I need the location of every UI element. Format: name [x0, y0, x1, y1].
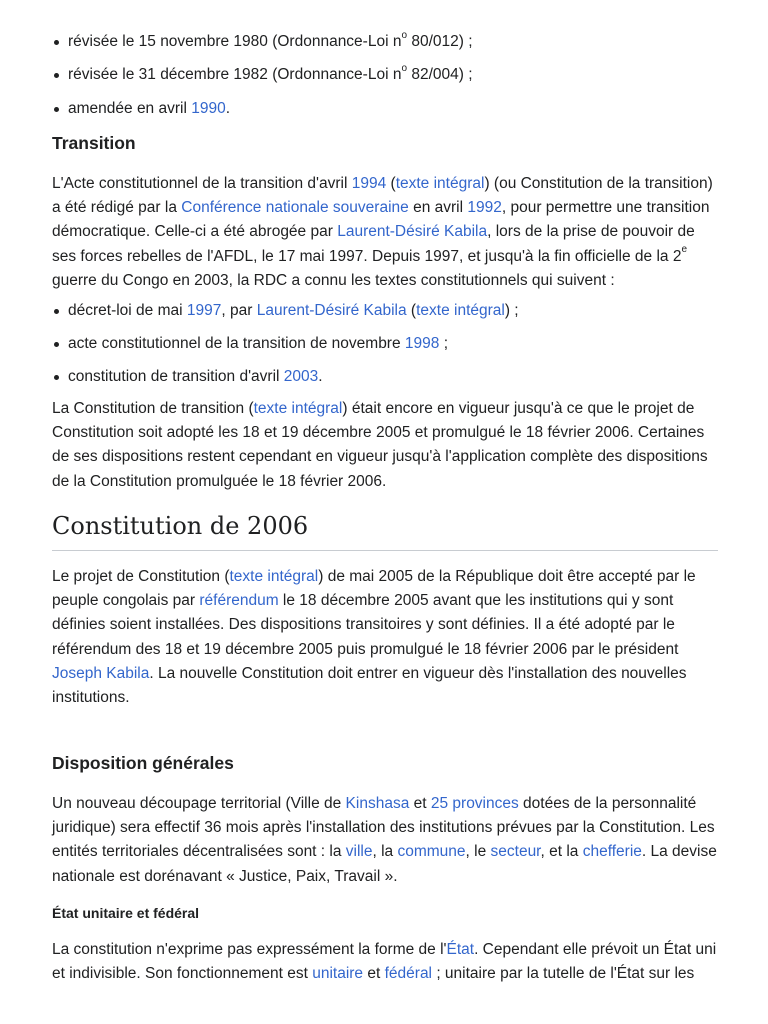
list-item-text: .	[225, 100, 231, 117]
text: , et la	[540, 843, 583, 861]
link-1997[interactable]: 1997	[186, 302, 222, 319]
text: Un nouveau découpage territorial (Ville de	[52, 795, 346, 812]
link-texte-integral[interactable]: texte intégral	[395, 175, 485, 192]
text: La constitution n'exprime pas expressément la forme de l'	[52, 941, 447, 958]
list-item-text: 80/012) ;	[407, 33, 473, 50]
link-texte-integral[interactable]: texte intégral	[229, 568, 319, 585]
link-1998[interactable]: 1998	[404, 335, 440, 352]
text: décret-loi de mai	[68, 302, 187, 319]
link-joseph-kabila[interactable]: Joseph Kabila	[52, 664, 150, 682]
text: . Cependant elle prévoit un État uni et indivisible. Son fonctionnement est	[52, 941, 717, 983]
heading-transition: Transition	[52, 133, 136, 153]
text: Le projet de Constitution (	[52, 568, 230, 585]
link-kinshasa[interactable]: Kinshasa	[345, 795, 410, 812]
text: . La nouvelle Constitution doit entrer en vigueur dès l'installation des nouvelles institutions.	[52, 664, 687, 707]
superscript: o	[401, 29, 408, 41]
text: .	[318, 368, 323, 385]
text: ) était encore en vigueur jusqu'à ce que le projet de Constitution soit adopté les 18 et 19 décembre 2005 et promulgué le 18 février 2006. Certaines de ses dispositions restent cependant en vigueur jusqu'à l'application complète des dispositions de la Constitution promulguée le 18 février 2006.	[52, 400, 708, 490]
text: , par	[221, 302, 257, 319]
text: ) de mai 2005 de la République doit être accepté par le peuple congolais par	[52, 568, 696, 610]
link-2003[interactable]: 2003	[283, 368, 319, 385]
link-secteur[interactable]: secteur	[490, 843, 541, 861]
text: ;	[439, 335, 449, 352]
link-commune[interactable]: commune	[397, 843, 466, 861]
link-laurent-desire-kabila[interactable]: Laurent-Désiré Kabila	[337, 223, 488, 241]
link-texte-integral[interactable]: texte intégral	[416, 302, 505, 319]
heading-constitution-2006: Constitution de 2006	[52, 510, 718, 551]
text: et	[409, 795, 431, 812]
link-ville[interactable]: ville	[345, 843, 373, 861]
text: en avril	[408, 199, 468, 217]
list-item	[52, 300, 718, 322]
text: , la	[372, 843, 398, 861]
superscript: o	[401, 62, 408, 74]
text: (	[386, 175, 396, 192]
list-item-text: 82/004) ;	[407, 66, 473, 83]
link-referendum[interactable]: référendum	[199, 592, 279, 610]
text: constitution de transition d'avril	[68, 368, 284, 385]
constitution-2006-paragraph	[52, 565, 718, 710]
link-etat[interactable]: État	[446, 941, 475, 958]
list-item-text: révisée le 15 novembre 1980 (Ordonnance-Loi n	[68, 33, 402, 50]
transition-paragraph-2	[52, 397, 718, 494]
list-item-text: révisée le 31 décembre 1982 (Ordonnance-Loi n	[68, 66, 402, 83]
etat-paragraph	[52, 938, 718, 986]
link-1994[interactable]: 1994	[351, 175, 387, 192]
link-chefferie[interactable]: chefferie	[582, 843, 642, 861]
heading-dispositions-generales: Disposition générales	[52, 753, 234, 773]
text: ) ;	[504, 302, 519, 319]
text: le 18 décembre 2005 avant que les institutions qui y sont définies soient installées. Des dispositions transitoires y sont définies. Il a été adopté par le référendum des 18 et 19 décembre 2005 puis promulgué le 18 février 2006 par le président	[52, 592, 679, 658]
text: La Constitution de transition (	[52, 400, 254, 417]
list-item	[52, 366, 718, 388]
link-conference-nationale-souveraine[interactable]: Conférence nationale souveraine	[181, 199, 409, 217]
text: ; unitaire par la tutelle de l'État sur les	[432, 965, 695, 983]
text: , lors de la prise de pouvoir de ses forces rebelles de l'AFDL, le 17 mai 1997. Depuis 1997, et jusqu'à la fin officielle de la 2	[52, 223, 695, 265]
amendments-list	[52, 31, 718, 120]
link-unitaire[interactable]: unitaire	[312, 965, 364, 983]
superscript: e	[681, 244, 688, 256]
text: et	[363, 965, 385, 983]
text: (	[406, 302, 417, 319]
link-federal[interactable]: fédéral	[384, 965, 433, 983]
list-item-text: amendée en avril	[68, 100, 192, 117]
link-25-provinces[interactable]: 25 provinces	[430, 795, 519, 812]
text: dotées de la personnalité juridique) sera effectif 36 mois après l'installation des institutions prévues par la Constitution. Les entités territoriales décentralisées sont : la	[52, 795, 715, 861]
heading-etat-unitaire-federal: État unitaire et fédéral	[52, 905, 200, 921]
text: ) (ou Constitution de la transition) a été rédigé par la	[52, 175, 713, 217]
text: , pour permettre une transition démocratique. Celle-ci a été abrogée par	[52, 199, 710, 241]
text: acte constitutionnel de la transition de novembre	[68, 335, 405, 352]
link-1992[interactable]: 1992	[467, 199, 502, 217]
list-item	[52, 98, 718, 120]
link-laurent-desire-kabila[interactable]: Laurent-Désiré Kabila	[256, 302, 407, 319]
dispositions-paragraph	[52, 792, 718, 889]
list-item	[52, 31, 718, 53]
text: . La devise nationale est dorénavant « Justice, Paix, Travail ».	[52, 843, 717, 885]
text: guerre du Congo en 2003, la RDC a connu les textes constitutionnels qui suivent :	[52, 271, 615, 289]
transition-paragraph-1	[52, 172, 718, 293]
list-item	[52, 333, 718, 355]
transition-texts-list	[52, 300, 718, 388]
link-1990[interactable]: 1990	[191, 100, 226, 117]
text: , le	[465, 843, 491, 861]
link-texte-integral[interactable]: texte intégral	[253, 400, 343, 417]
text: L'Acte constitutionnel de la transition d'avril	[52, 175, 352, 192]
list-item	[52, 64, 718, 86]
